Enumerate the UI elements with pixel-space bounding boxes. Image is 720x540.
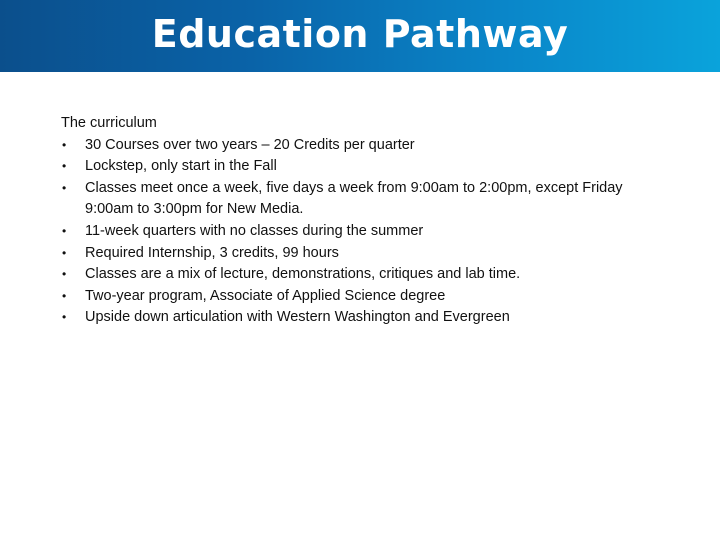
bullet-item xyxy=(61,264,661,286)
bullet-icon: • xyxy=(62,223,67,238)
bullet-item xyxy=(61,243,661,265)
bullet-text: Classes are a mix of lecture, demonstrations, critiques and lab time. xyxy=(85,266,521,283)
bullet-item xyxy=(61,307,661,329)
bullet-item xyxy=(61,221,661,243)
bullet-icon: • xyxy=(62,310,67,325)
bullet-item xyxy=(61,178,661,221)
bullet-text: Required Internship, 3 credits, 99 hours xyxy=(85,244,339,261)
title-bar xyxy=(0,0,720,72)
bullet-text: Classes meet once a week, five days a week from 9:00am to 2:00pm, except Friday 9:00am to 3:00pm for New Media. xyxy=(85,179,623,218)
slide-content xyxy=(61,113,661,329)
bullet-item xyxy=(61,156,661,178)
curriculum-heading: The curriculum xyxy=(61,115,157,131)
bullet-text: Upside down articulation with Western Washington and Evergreen xyxy=(85,309,510,326)
bullet-list xyxy=(61,135,661,329)
slide-title: Education Pathway xyxy=(151,12,569,56)
bullet-text: Lockstep, only start in the Fall xyxy=(85,158,277,175)
bullet-text: 30 Courses over two years – 20 Credits per quarter xyxy=(85,136,415,153)
bullet-item xyxy=(61,286,661,308)
bullet-text: Two-year program, Associate of Applied Science degree xyxy=(85,287,446,304)
bullet-icon: • xyxy=(62,159,67,174)
bullet-item xyxy=(61,135,661,157)
bullet-icon: • xyxy=(62,267,67,282)
bullet-icon: • xyxy=(62,137,67,152)
bullet-icon: • xyxy=(62,288,67,303)
bullet-icon: • xyxy=(62,245,67,260)
bullet-icon: • xyxy=(62,180,67,195)
bullet-text: 11-week quarters with no classes during the summer xyxy=(85,222,424,239)
